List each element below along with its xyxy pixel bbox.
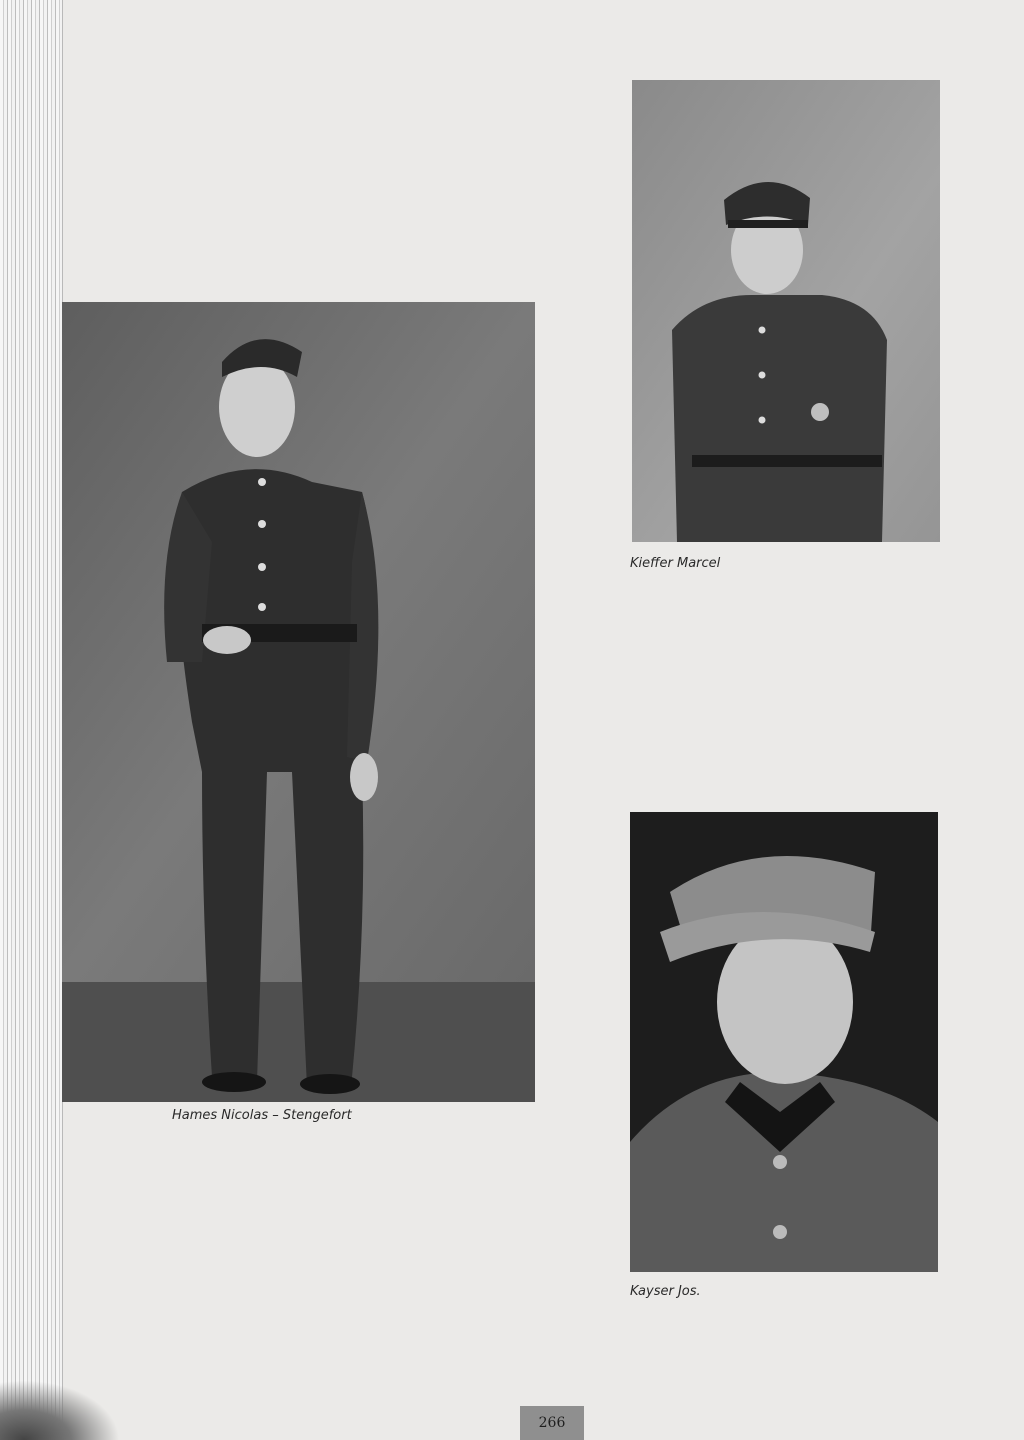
- portrait-young-soldier: [630, 812, 938, 1272]
- photo-kieffer-marcel: [632, 80, 940, 542]
- caption-kieffer-marcel: Kieffer Marcel: [630, 556, 721, 571]
- caption-hames-nicolas: Hames Nicolas – Stengefort: [172, 1108, 352, 1123]
- photo-kayser-jos: [630, 812, 938, 1272]
- portrait-soldier-cap: [632, 80, 940, 542]
- portrait-standing-soldier: [62, 302, 535, 1102]
- caption-kayser-jos: Kayser Jos.: [630, 1284, 701, 1299]
- photo-hames-nicolas: [62, 302, 535, 1102]
- spine-shadow: [0, 1380, 120, 1440]
- book-spine: [0, 0, 63, 1440]
- page-number: 266: [520, 1406, 584, 1440]
